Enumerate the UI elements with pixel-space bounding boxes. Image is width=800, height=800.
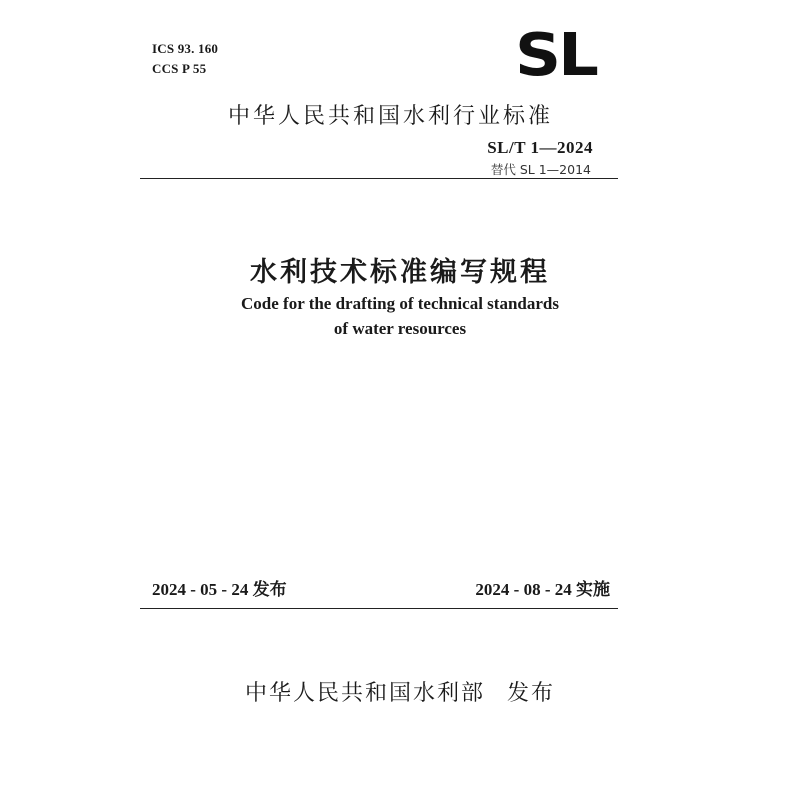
sl-logo: SL	[515, 21, 596, 90]
header-divider	[140, 178, 618, 179]
publisher-line	[0, 676, 800, 707]
publisher-name: 中华人民共和国水利部	[244, 681, 485, 706]
standard-number: SL/T 1—2024	[487, 138, 593, 157]
title-english-line1: Code for the drafting of technical standards	[241, 294, 559, 313]
industry-standard-title: 中华人民共和国水利行业标准	[228, 104, 554, 129]
publisher-action: 发布	[507, 681, 556, 706]
title-chinese: 水利技术标准编写规程	[250, 257, 550, 288]
replaces-standard: 替代 SL 1—2014	[490, 162, 591, 177]
title-english-line2: of water resources	[333, 319, 467, 338]
date-divider	[140, 608, 618, 609]
issue-date: 2024 - 05 - 24 发布	[152, 580, 287, 599]
ccs-code: CCS P 55	[152, 61, 207, 76]
ics-code: ICS 93. 160	[152, 41, 219, 56]
implementation-date: 2024 - 08 - 24 实施	[475, 580, 610, 599]
